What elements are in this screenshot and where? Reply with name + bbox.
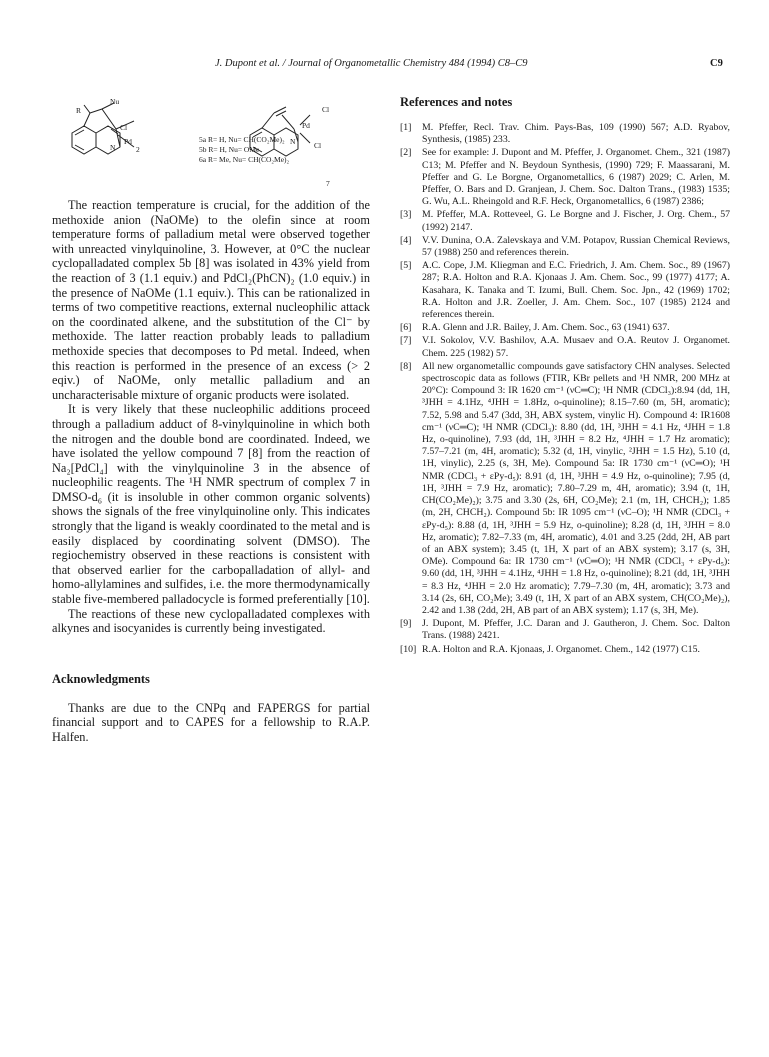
reference-number: [9] — [400, 618, 412, 630]
reference-text: V.I. Sokolov, V.V. Bashilov, A.A. Musaev and O.A. Reutov J. Organomet. Chem. 225 (1982) 57. — [422, 335, 730, 359]
legend-5a: 5a R= H, Nu= CH(CO₂Me)₂ — [199, 135, 285, 144]
running-header: J. Dupont et al. / Journal of Organometallic Chemistry 484 (1994) C8–C9 — [215, 58, 528, 69]
reference-text: All new organometallic compounds gave satisfactory CHN analyses. Selected spectroscopic data as follows (FTIR, KBr pellets and ¹H NMR, 200 MHz at 20°C): Compound 3: IR 1620 cm⁻¹ (νC═C); ¹H NMR (CDCl₃):8.94 (dd, 1H, ³JHH = 4.1Hz, ⁴JHH = 1.8Hz, o-quinoline); 8.15–7.60 (m, 5H, aromatic); 7.52, 5.98 and 5.47 (3dd, 3H, ABX system, vinylic H). Compound 4: IR1608 cm⁻¹ (νC═C); ¹H NMR (CDCl₃): 8.80 (dd, 1H, ³JHH = 4.1 Hz, ⁴JHH = 1.8 Hz, o-quinoline), 7.93 (dd, 1H, ³JHH = 8.2 Hz, ⁴JHH = 1.7 Hz aromatic); 7.57–7.21 (m, 4H, aromatic); 5.32 (d, 1H, vinylic, ²JHH = 1.5 Hz), 5.10 (d, 1H, vinylic), 2.25 (s, 3H, Me). Compound 5a: IR 1730 cm⁻¹ (νC═O); ¹H NMR (CDCl₃ + εPy-d₅): 8.91 (d, 1H, ³JHH = 4.9 Hz, o-quinoline); 7.95 (d, 1H, ³JHH = 7.9 Hz, aromatic); 7.80–7.29 m, 4H, aromatic); 3.94 (t, 1H, CH(CO₂Me)₂); 3.75 and 3.30 (2s, 6H, CO₂Me); 2.1 (m, 1H, CHCH₂); 1.85 (m, 2H, CHCH₂). Compound 5b: IR 1095 cm⁻¹ (νC–O); ¹H NMR (CDCl₃ + εPy-d₅): 8.88 (d, 1H, ³JHH = 5.9 Hz, o-quinoline); 8.28 (d, 1H, ³JHH = 8.0 Hz, aromatic); 7.82–7.33 (m, 4H, aromatic), 4.01 and 3.25 (2dd, 2H, AB part of an ABX system); 3.45 (t, 1H, X part of an ABX system); 3.17 (s, 3H, OMe). Compound 6a: IR 1730 cm⁻¹ (νC═O); ¹H NMR (CDCl₃ + εPy-d₅): 9.60 (dd, 1H, ³JHH = 4.1Hz, ⁴JHH = 1.8 Hz, o-quinoline); 8.21 (dd, 1H, ³JHH = 8.3 Hz, ⁴JHH = 2.0 Hz aromatic); 7.79–7.30 (m, 4H, aromatic); 3.73 and 3.14 (2s, 6H, CO₂Me); 3.49 (t, 1H, X part of an ABX system, CH(CO₂Me)₂), 2.42 and 1.38 (2dd, 2H, AB part of an ABX system); 1.17 (s, 3H, Me). — [422, 360, 730, 616]
reference-number: [7] — [400, 335, 412, 347]
reference-text: V.V. Dunina, O.A. Zalevskaya and V.M. Potapov, Russian Chemical Reviews, 57 (1988) 250 and references therein. — [422, 234, 730, 259]
label-r: R — [76, 106, 82, 115]
page-header — [0, 58, 769, 74]
legend-6a: 6a R= Me, Nu= CH(CO₂Me)₂ — [199, 155, 290, 164]
label-cl-3: Cl — [314, 141, 322, 150]
label-pd-1: Pd — [124, 137, 132, 146]
reference-item — [400, 644, 730, 656]
reference-number: [3] — [400, 209, 412, 221]
page-number: C9 — [710, 58, 723, 69]
label-n-2: N — [290, 137, 296, 146]
reference-text: See for example: J. Dupont and M. Pfeffer, J. Organomet. Chem., 321 (1987) C13; M. Pfeffer and N. Beydoun Synthesis, (1990) 729; F. Maassarani, M. Pfeffer and G. Le Borgne, Organometallics, 6 (1987) 2029; C. Arlen, M. Pfeffer, O. Bars and D. Granjean, J. Chem. Soc. Dalton Trans., (1983) 1535; G. Wu, A.L. Rheingold and R.F. Heck, Organometallics, 6 (1987) 2386; — [422, 147, 730, 208]
reference-text: M. Pfeffer, Recl. Trav. Chim. Pays-Bas, 109 (1990) 567; A.D. Ryabov, Synthesis, (1985) 233. — [422, 122, 730, 146]
label-nu: Nu — [110, 97, 120, 106]
reference-number: [8] — [400, 360, 412, 372]
reference-item — [400, 260, 730, 321]
body-paragraph-3: The reactions of these new cyclopalladated complexes with alkynes and isocyanides is currently being investigated. — [52, 606, 370, 636]
label-2: 2 — [136, 145, 140, 154]
reference-item — [400, 147, 730, 208]
body-paragraph-1: The reaction temperature is crucial, for the addition of the methoxide anion (NaOMe) to the olefin since at room temperature forms of palladium metal were observed together with unreacted vinylquinoline, 3. However, at 0°C the nuclear cyclopalladated complex 5b [8] was isolated in 43% yield from the reaction of 3 (1.1 equiv.) and PdCl₂(PhCN)₂ (1.0 equiv.) in the presence of NaOMe (1.1 equiv.). This can be rationalized in terms of two competitive reactions, external nucleophilic attack on the coordinated alkene, and the substitution of the Cl⁻ by methoxide. The latter reaction probably leads to palladium methoxide species that decomposes to Pd metal. Indeed, when this reaction is performed in the presence of an excess (> 2 eqiv.) of NaOMe, only metallic palladium and an uncharacterisable mixture of organic products were isolated. — [52, 198, 370, 402]
compound-legend — [199, 135, 289, 165]
label-cl-1: Cl — [120, 123, 128, 132]
chemical-structures-figure — [52, 95, 370, 195]
label-compound-7: 7 — [326, 179, 330, 188]
reference-item — [400, 618, 730, 642]
reference-item — [400, 335, 730, 359]
acknowledgments-heading: Acknowledgments — [52, 671, 150, 686]
reference-text: J. Dupont, M. Pfeffer, J.C. Daran and J. Gautheron, J. Chem. Soc. Dalton Trans. (1988) 2421. — [422, 618, 730, 642]
reference-number: [1] — [400, 122, 412, 133]
label-cl-2: Cl — [322, 105, 330, 114]
label-pd-2: Pd — [302, 121, 310, 130]
reference-number: [4] — [400, 234, 412, 246]
body-paragraph-2: It is very likely that these nucleophilic additions proceed through a palladium adduct of 8-vinylquinoline in which both the nitrogen and the double bond are coordinated. Indeed, we have isolated the yellow compound 7 [8] from the reaction of Na₂[PdCl₄] with the vinylquinoline 3 in the absence of nucleophilic reagents. The ¹H NMR spectrum of complex 7 in DMSO-d₆ (it is insoluble in other common organic solvents) shows the signals of the free vinylquinoline only. This indicates strongly that the ligand is weakly coordinated to the metal and is easily displaced by coordinating solvent (DMSO). The regiochemistry observed in these reactions is consistent with that observed earlier for the carbopalladation of allyl- and homo-allylamines and sulfides, i.e. the more thermodynamically stable five-membered palladocycle is formed preferentially [10]. — [52, 402, 370, 607]
reference-item — [400, 209, 730, 233]
reference-number: [5] — [400, 260, 412, 272]
left-column — [52, 95, 370, 745]
reference-item — [400, 361, 730, 617]
acknowledgments-text: Thanks are due to the CNPq and FAPERGS for partial financial support and to CAPES for a fellowship to R.A.P. Halfen. — [52, 700, 370, 744]
reference-number: [2] — [400, 147, 412, 159]
label-n-1: N — [110, 143, 116, 152]
reference-item — [400, 322, 730, 334]
reference-text: M. Pfeffer, M.A. Rotteveel, G. Le Borgne and J. Fischer, J. Org. Chem., 57 (1992) 2147. — [422, 209, 730, 233]
legend-5b: 5b R= H, Nu= OMe — [199, 145, 260, 154]
references-list — [400, 122, 730, 656]
reference-text: R.A. Glenn and J.R. Bailey, J. Am. Chem. Soc., 63 (1941) 637. — [422, 322, 670, 334]
reference-text: A.C. Cope, J.M. Kliegman and E.C. Friedrich, J. Am. Chem. Soc., 89 (1967) 287; R.A. Holton and R.A. Kjonaas J. Am. Chem. Soc., 99 (1977) 4177; A. Kasahara, K. Tanaka and T. Izumi, Bull. Chem. Soc. Jpn., 42 (1969) 1702; R.A. Holton and J.R. Zoeller, J. Am. Chem. Soc., 107 (1985) 2124 and references therein. — [422, 260, 730, 321]
reference-item — [400, 235, 730, 259]
right-column — [400, 95, 730, 657]
reference-number: [6] — [400, 322, 412, 334]
references-heading: References and notes — [400, 95, 513, 109]
reference-item — [400, 122, 730, 146]
reference-text: R.A. Holton and R.A. Kjonaas, J. Organomet. Chem., 142 (1977) C15. — [422, 643, 700, 655]
reference-number: [10] — [400, 643, 417, 655]
